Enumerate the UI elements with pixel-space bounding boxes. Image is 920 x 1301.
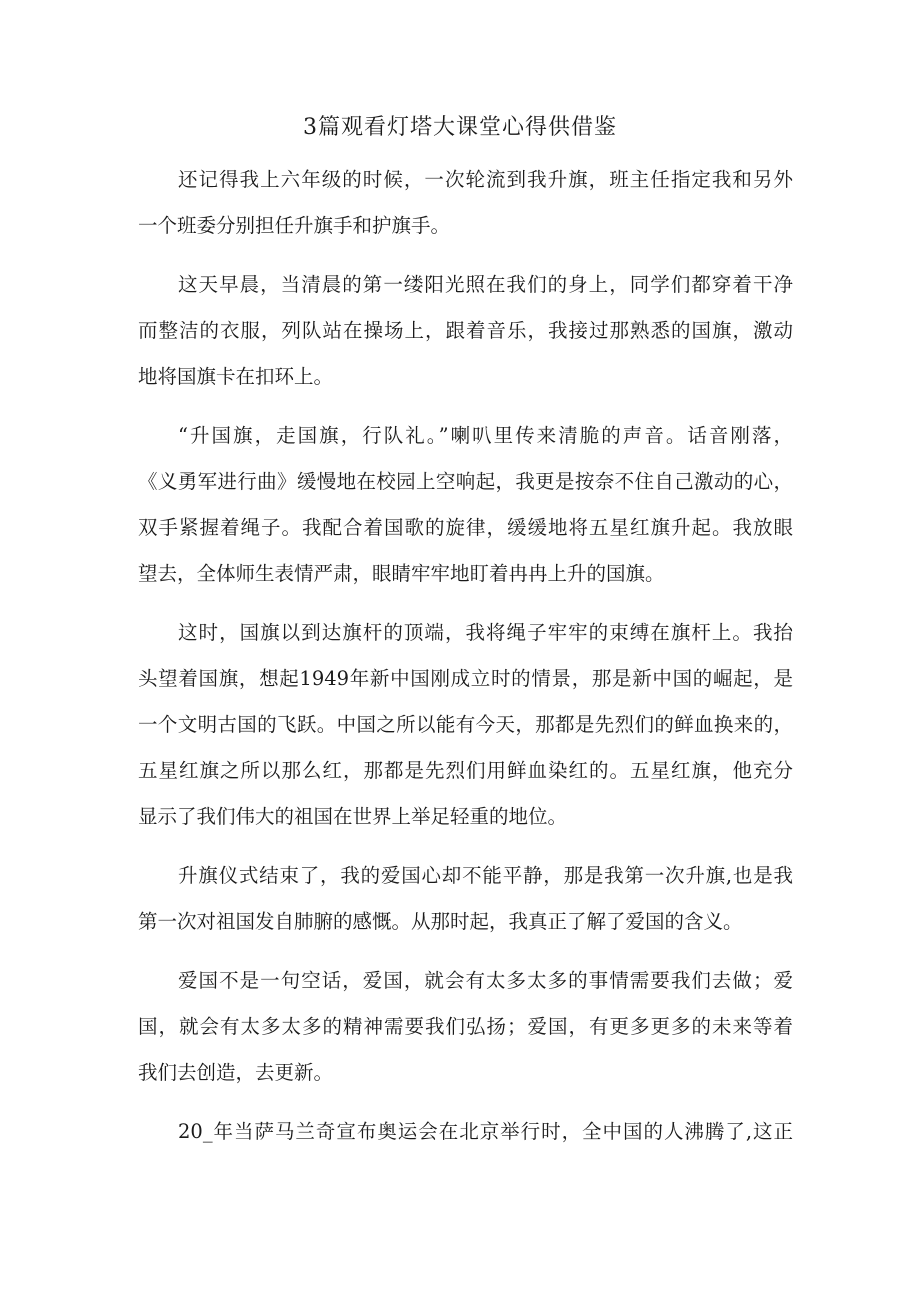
paragraph-line: 《义勇军进行曲》缓慢地在校园上空响起，我更是按奈不住自己激动的心，: [138, 470, 793, 493]
paragraph-line: 五星红旗之所以那么红，那都是先烈们用鲜血染红的。五星红旗，他充分: [138, 759, 793, 782]
paragraph-line: “升国旗，走国旗，行队礼。”喇叭里传来清脆的声音。话音刚落，: [178, 424, 793, 447]
paragraph-line: 爱国不是一句空话，爱国，就会有太多太多的事情需要我们去做；爱: [178, 969, 793, 992]
paragraph-line: 升旗仪式结束了，我的爱国心却不能平静，那是我第一次升旗,也是我: [178, 864, 793, 887]
paragraph-line: 一个文明古国的飞跃。中国之所以能有今天，那都是先烈们的鲜血换来的，: [138, 713, 793, 736]
paragraph-line: 还记得我上六年级的时候，一次轮流到我升旗，班主任指定我和另外: [178, 168, 793, 191]
paragraph-line: 这时，国旗以到达旗杆的顶端，我将绳子牢牢的束缚在旗杆上。我抬: [178, 621, 793, 644]
paragraph-line: 这天早晨，当清晨的第一缕阳光照在我们的身上，同学们都穿着干净: [178, 273, 793, 296]
paragraph-line: 头望着国旗，想起1949年新中国刚成立时的情景，那是新中国的崛起，是: [138, 667, 793, 690]
paragraph-line: 望去，全体师生表情严肃，眼睛牢牢地盯着冉冉上升的国旗。: [138, 562, 665, 585]
paragraph-line: 而整洁的衣服，列队站在操场上，跟着音乐，我接过那熟悉的国旗，激动: [138, 319, 793, 342]
paragraph-line: 国，就会有太多太多的精神需要我们弘扬；爱国，有更多更多的未来等着: [138, 1015, 793, 1038]
paragraph-line: 地将国旗卡在扣环上。: [138, 365, 334, 388]
paragraph-line: 显示了我们伟大的祖国在世界上举足轻重的地位。: [138, 805, 568, 828]
paragraph-line: 第一次对祖国发自肺腑的感慨。从那时起，我真正了解了爱国的含义。: [138, 910, 743, 933]
paragraph-line: 双手紧握着绳子。我配合着国歌的旋律，缓缓地将五星红旗升起。我放眼: [138, 516, 793, 539]
paragraph-line: 我们去创造，去更新。: [138, 1061, 334, 1084]
paragraph-line: 一个班委分别担任升旗手和护旗手。: [138, 214, 451, 237]
document-title: 3篇观看灯塔大课堂心得供借鉴: [303, 115, 617, 140]
paragraph-line: 20_年当萨马兰奇宣布奥运会在北京举行时，全中国的人沸腾了,这正: [178, 1120, 793, 1143]
